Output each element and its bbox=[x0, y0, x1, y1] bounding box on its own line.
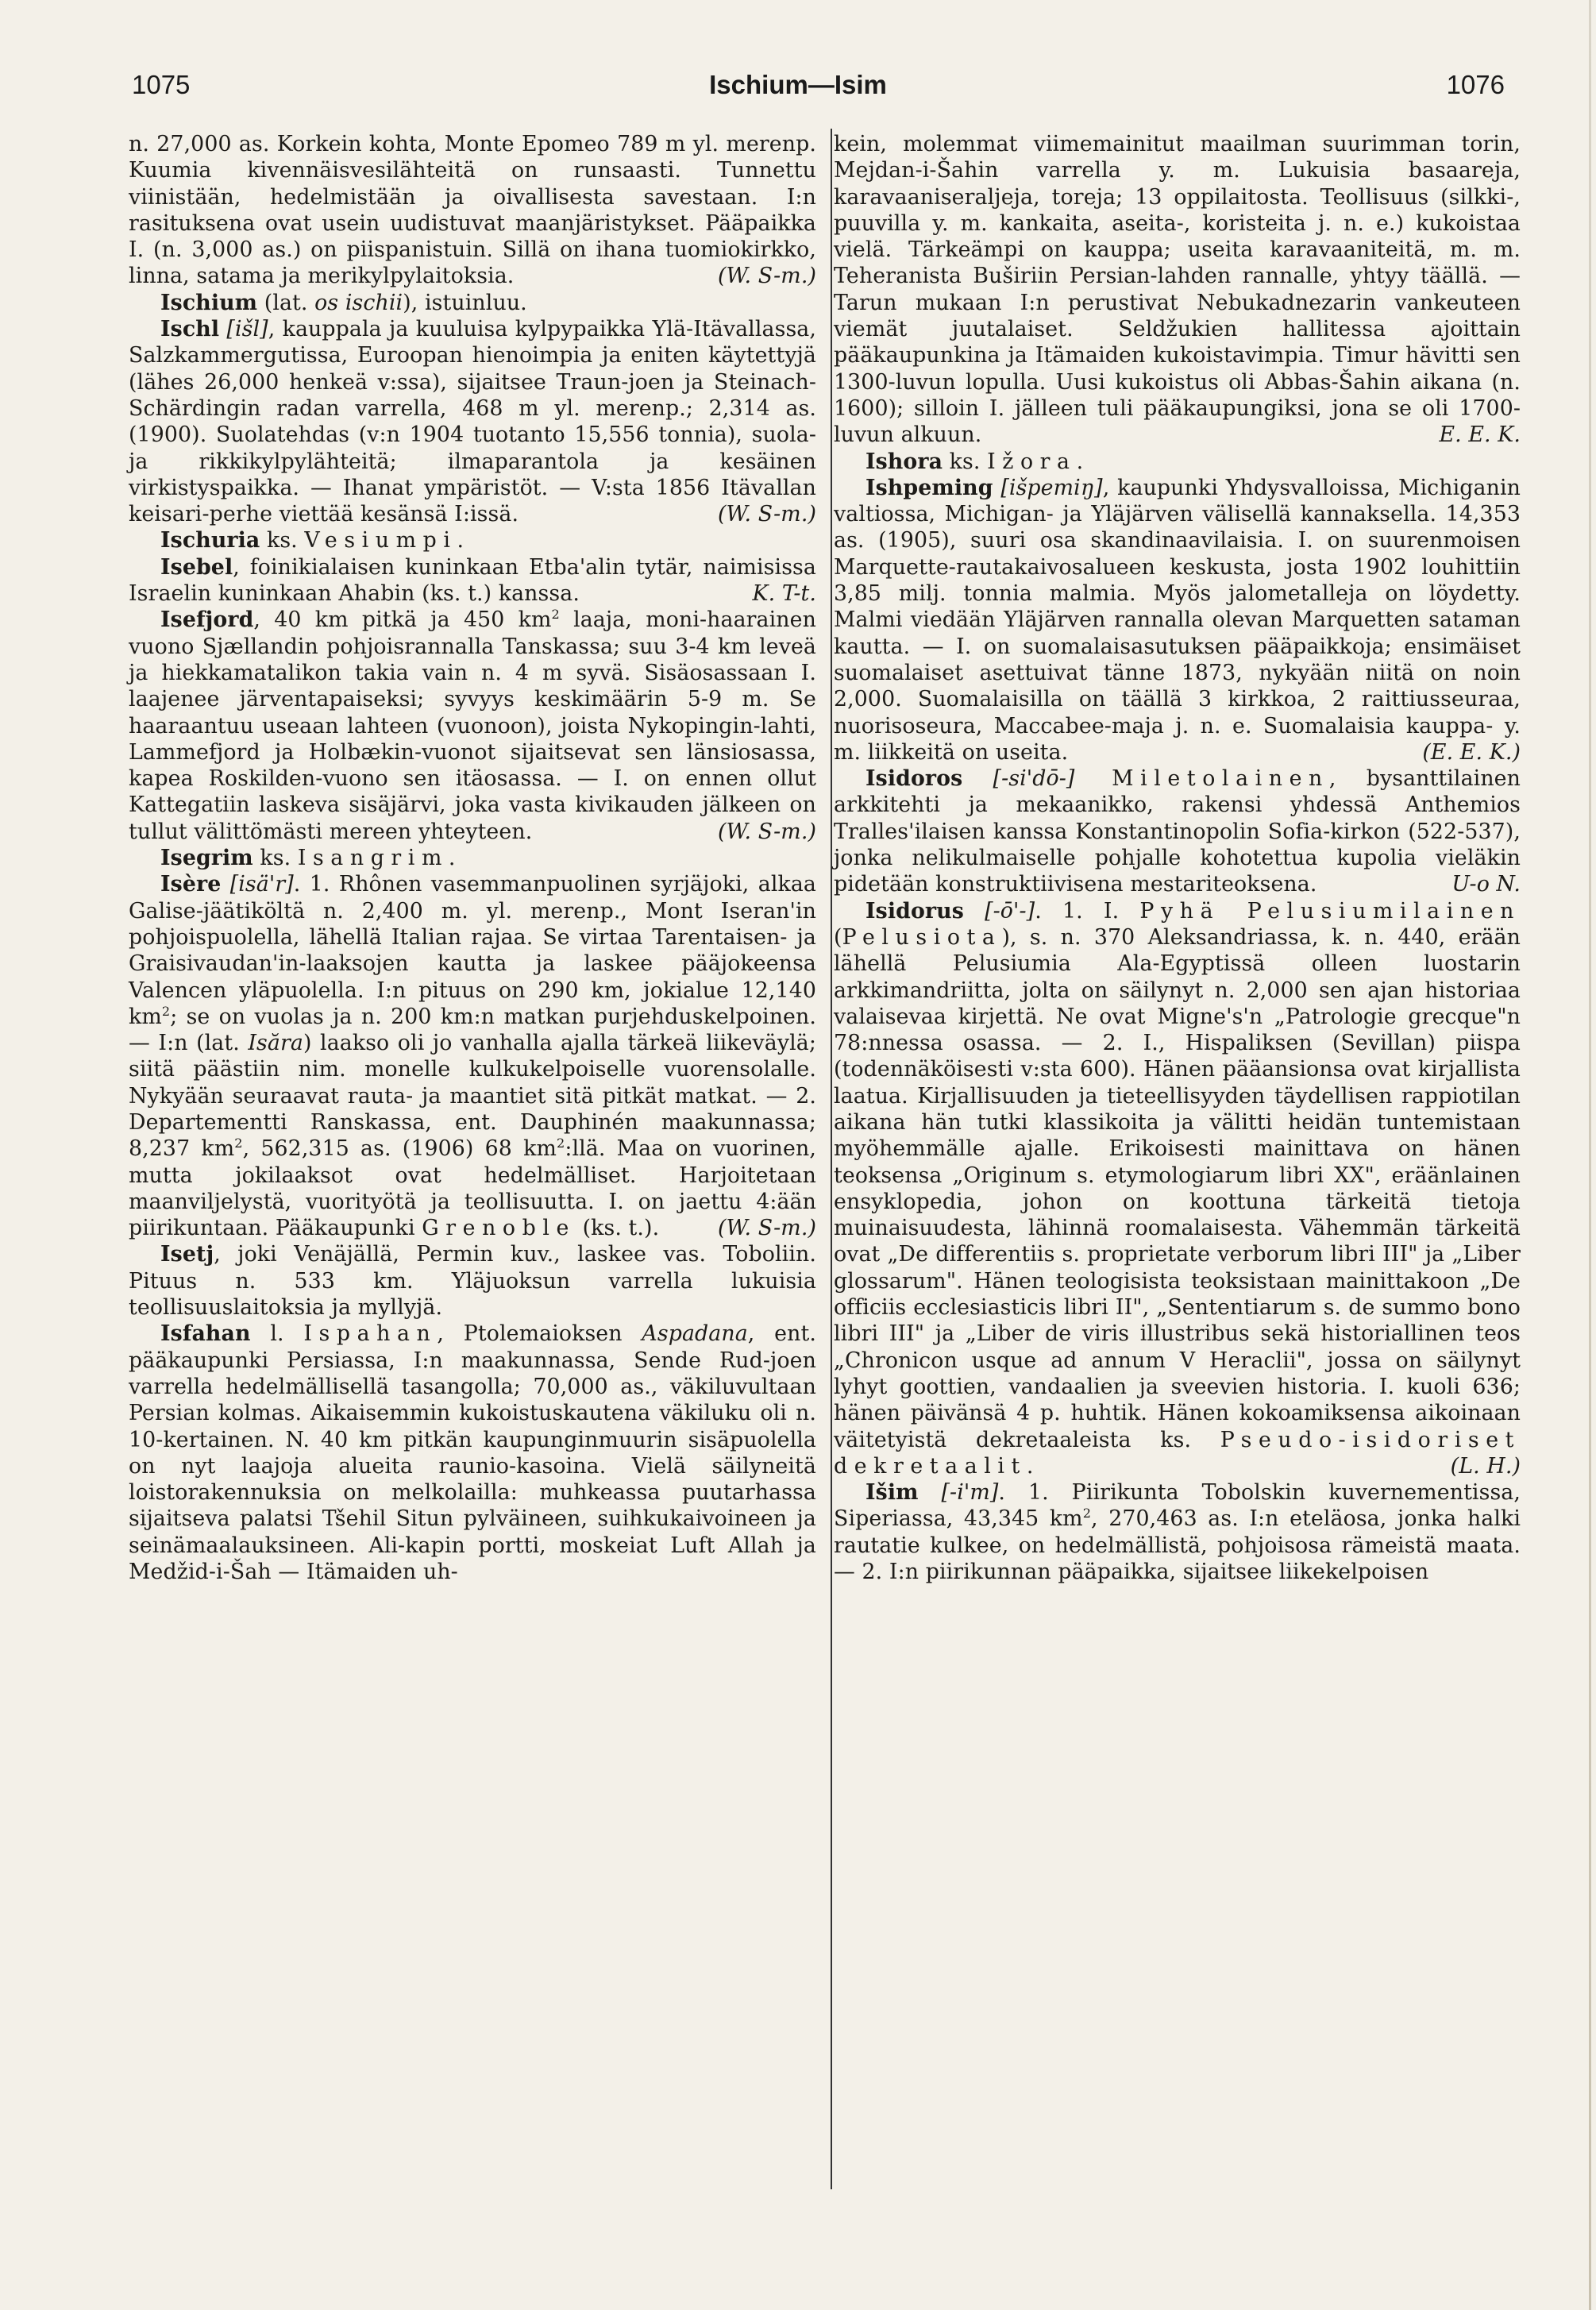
entry-ischuria: Ischuria ks. Vesiumpi. bbox=[160, 528, 471, 553]
right-page-number: 1076 bbox=[1446, 70, 1505, 99]
page-title: Ischium—Isim bbox=[709, 70, 887, 99]
left-page-number: 1075 bbox=[132, 70, 191, 99]
right-column bbox=[834, 131, 1521, 2196]
column-divider bbox=[831, 129, 832, 2189]
entry-isfahan-continued: kein, molemmat viimemainitut maailman suurimman torin, Mejdan-i-Šahin varrella y. m. Lukuisia basaareja, karavaaniseraljeja, toreja; 13 oppilaitosta. Teollisuus (silkki-, puuvilla y. m. kankaita, aseita-, koristeita j. n. e.) kukoistaa vielä. Tärkeämpi on kauppa; useita karavaaniteitä, m. m. Teheranista Buširiin Persian-lahden rannalle, yhtyy täällä. — Tarun mukaan I:n perustivat Nebukadnezarin vankeuteen viemät juutalaiset. Seldžukien hallitessa ajoittain pääkaupunkina ja Itämaiden kukoistavimpia. Timur hävitti sen 1300-luvun lopulla. Uusi kukoistus oli Abbas-Šahin aikana (n. 1600); silloin I. jälleen tuli pääkaupungiksi, jona se oli 1700-luvun alkuun. E. E. K. bbox=[834, 132, 1521, 448]
entry-ishora: Ishora ks. Ižora. bbox=[865, 449, 1090, 474]
entry-isefjord: Isefjord, 40 km pitkä ja 450 $km^2$ laaja, moni-haarainen vuono Sjællandin pohjoisrannalla Tanskassa; suu 3-4 km leveä ja hiekkamatalikon takia vain n. 4 m syvä. Sisäosassaan I. laajenee järventapaiseksi; syvyys keskimäärin 5-9 m. Se haaraantuu useaan lahteen (vuonoon), joista Nykopingin-lahti, Lammefjord ja Holbækin-vuonot sijaitsevat sen länsiosassa, kapea Roskilden-vuono sen itäosassa. — I. on ennen ollut Kattegatiin laskeva sisäjärvi, joka vasta kivikauden jälkeen on tullut välittömästi mereen yhteyteen. (W. S-m.) bbox=[129, 607, 816, 844]
entry-ischl: Ischl [išl], kauppala ja kuuluisa kylpypaikka Ylä-Itävallassa, Salzkammergutissa, Euroopan hienoimpia ja eniten käytettyjä (lähes 26,000 henkeä v:ssa), sijaitsee Traun-joen ja Steinach-Schärdingin radan varrella, 468 m yl. merenp.; 2,314 as. (1900). Suolatehdas (v:n 1904 tuotanto 15,556 tonnia), suola- ja rikkikylpylähteitä; ilmaparantola ja kesäinen virkistyspaikka. — Ihanat ympäristöt. — V:sta 1856 Itävallan keisari-perhe viettää kesänsä I:issä. (W. S-m.) bbox=[129, 317, 816, 527]
page-header bbox=[0, 70, 1596, 118]
entry-isere: Isère [isä'r]. 1. Rhônen vasemmanpuolinen syrjäjoki, alkaa Galise-jäätiköltä n. 2,400 m. yl. merenp., Mont Iseran'in pohjoispuolella, lähellä Italian rajaa. Se virtaa Tarentaisen- ja Graisivaudan'in-laaksojen kautta ja laskee pääjokeensa Valencen yläpuolella. I:n pituus on 290 km, jokialue 12,140 $km^2$; se on vuolas ja n. 200 km:n matkan purjehduskelpoinen. — I:n (lat. Isăra) laakso oli jo vanhalla ajalla tärkeä liikeväylä; siitä päästiin nim. monelle kulkukelpoiselle vuorensolalle. Nykyään seuraavat rauta- ja maantiet sitä pitkät matkat. — 2. Departementti Ranskassa, ent. Dauphinén maakunnassa; 8,237 $km^2$, 562,315 as. (1906) 68 $km^2:llä$. Maa on vuorinen, mutta jokilaaksot ovat hedelmälliset. Harjoitetaan maanviljelystä, vuorityötä ja teollisuutta. I. on jaettu 4:ään piirikuntaan. Pääkaupunki Grenoble (ks. t.). (W. S-m.) bbox=[129, 872, 816, 1241]
entry-isidoros: Isidoros [-si'dō-] Miletolainen, bysanttilainen arkkitehti ja mekaanikko, rakensi yhdessä Anthemios Tralles'ilaisen kanssa Konstantinopolin Sofia-kirkon (522-537), jonka nelikulmaiselle pohjalle kohotettua kupolia vieläkin pidetään konstruktiivisena mestariteoksena. U-o N. bbox=[834, 766, 1521, 897]
entry-ischia-continued: n. 27,000 as. Korkein kohta, Monte Epomeo 789 m yl. merenp. Kuumia kivennäisvesilähteitä on runsaasti. Tunnettu viinistään, hedelmistään ja oivallisesta savestaan. I:n rasituksena ovat usein uudistuvat maanjäristykset. Pääpaikka I. (n. 3,000 as.) on piispanistuin. Sillä on ihana tuomiokirkko, linna, satama ja merikylpylaitoksia. (W. S-m.) bbox=[129, 132, 816, 289]
entry-isim: Išim [-i'm]. 1. Piirikunta Tobolskin kuvernementissa, Siperiassa, 43,345 $km^2$, 270,463 as. I:n eteläosa, jonka halki rautatie kulkee, on hedelmällistä, pohjoisosa rämeistä maata. — 2. I:n piirikunnan pääpaikka, sijaitsee liikekelpoisen bbox=[834, 1480, 1521, 1585]
entry-ishpeming: Ishpeming [išpemiŋ], kaupunki Yhdysvalloissa, Michiganin valtiossa, Michigan- ja Yläjärven välisellä kannaksella. 14,353 as. (1905), suuri osa skandinaavilaisia. I. on suurenmoisen Marquette-rautakaivosalueen keskusta, josta 1902 louhittiin 3,85 milj. tonnia malmia. Myös jalometalleja on löydetty. Malmi viedään Yläjärven rannalla olevan Marquetten sataman kautta. — I. on suomalaisasutuksen pääpaikkoja; ensimäiset suomalaiset asettuivat tänne 1873, nykyään niitä on noin 2,000. Suomalaisilla on täällä 3 kirkkoa, 2 raittiusseuraa, nuorisoseura, Maccabee-maja j. n. e. Suomalaisia kauppa- y. m. liikkeitä on useita. (E. E. K.) bbox=[834, 475, 1521, 765]
entry-ischium: Ischium (lat. os ischii), istuinluu. bbox=[160, 290, 527, 315]
entry-isidorus: Isidorus [-ō'-]. 1. I. Pyhä Pelusiumilainen (Pelusiota), s. n. 370 Aleksandriassa, k. n. 440, erään lähellä Pelusiumia Ala-Egyptissä olleen luostarin arkkimandriitta, jolta on säilynyt n. 2,000 sen ajan historiaa valaisevaa kirjettä. Ne ovat Migne's'n „Patrologie grecque"n 78:nnessa osassa. — 2. I., Hispaliksen (Sevillan) piispa (todennäköisesti v:sta 600). Hänen pääansionsa ovat kirjallista laatua. Kirjallisuuden ja tieteellisyyden täydellisen rappiotilan aikana hän tutki klassikoita ja välitti heidän tuntemistaan myöhemmälle ajalle. Erikoisesti mainittava on hänen teoksensa „Originum s. etymologiarum libri XX", eräänlainen ensyklopedia, johon on koottuna tärkeitä tietoja muinaisuudesta, lähinnä roomalaisesta. Vähemmän tärkeitä ovat „De differentiis s. proprietate verborum libri III" ja „Liber glossarum". Hänen teologisista teoksistaan mainittakoon „De officiis ecclesiasticis libri II", „Sententiarum s. de summo bono libri III" ja „Liber de viris illustribus sekä historiallinen teos „Chronicon usque ad annum V Heraclii", jossa on säilynyt lyhyt goottien, vandaalien ja sveevien historia. I. kuoli 636; hänen päivänsä 4 p. huhtik. Hänen kokoamiksensa aikoinaan väitetyistä dekretaaleista ks. Pseudo-isidoriset dekretaalit. (L. H.) bbox=[834, 898, 1521, 1479]
entry-isfahan: Isfahan l. Ispahan, Ptolemaioksen Aspadana, ent. pääkaupunki Persiassa, I:n maakunnassa, Sende Rud-joen varrella hedelmällisellä tasangolla; 70,000 as., väkiluvultaan Persian kolmas. Aikaisemmin kukoistuskautena väkiluku oli n. 10-kertainen. N. 40 km pitkän kaupunginmuurin sisäpuolella on nyt laajoja alueita raunio-kasoina. Vielä säilyneitä loistorakennuksia on melkolailla: muhkeassa puutarhassa sijaitseva palatsi Tšehil Situn pylväineen, suihkukaivoineen ja seinämaalauksineen. Ali-kapin portti, moskeiat Luft Allah ja Medžid-i-Šah — Itämaiden uh- bbox=[129, 1321, 816, 1585]
entry-isegrim: Isegrim ks. Isangrim. bbox=[160, 846, 463, 871]
entry-isetj: Isetj, joki Venäjällä, Permin kuv., laskee vas. Toboliin. Pituus n. 533 km. Yläjuoksun varrella lukuisia teollisuuslaitoksia ja myllyjä. bbox=[129, 1242, 816, 1321]
entry-isebel: Isebel, foinikialaisen kuninkaan Etba'alin tytär, naimisissa Israelin kuninkaan Ahabin (ks. t.) kanssa. K. T-t. bbox=[129, 554, 816, 607]
page-edge bbox=[1589, 0, 1591, 2310]
left-column bbox=[129, 131, 816, 2196]
